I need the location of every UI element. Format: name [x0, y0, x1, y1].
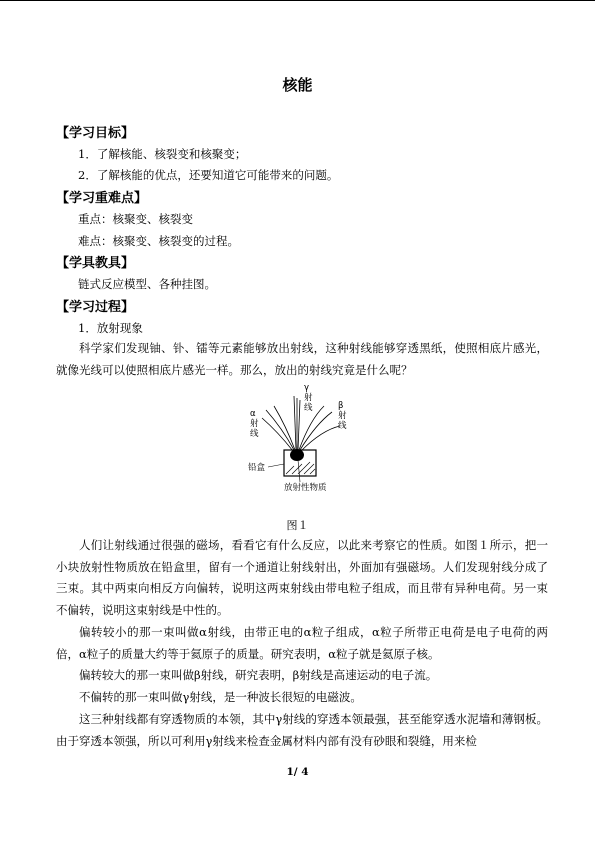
label-alpha: α 射线 [250, 409, 259, 439]
page-number: 1/ 4 [286, 766, 309, 778]
label-gamma: γ 射线 [304, 384, 313, 413]
section-heading-key-points: 【学习重难点】 [56, 191, 148, 206]
figure-radiation-diagram [230, 384, 358, 500]
alpha-rays [262, 406, 295, 451]
paragraph-6: 这三种射线都有穿透物质的本领，其中γ射线的穿透本领最强，甚至能穿透水泥墙和薄钢板。由于穿透本领强，所以可利用γ射线来检查金属材料内部有没有砂眼和裂缝，用来检 [56, 712, 548, 748]
lead-box-leader [268, 464, 284, 467]
paragraph-3: 偏转较小的那一束叫做α射线，由带正电的α粒子组成，α粒子所带正电荷是电子电荷的两倍，α粒子的质量大约等于氦原子的质量。研究表明，α粒子就是氦原子核。 [56, 625, 548, 661]
label-source: 放射性物质 [284, 483, 327, 493]
goal-item-1: 1．了解核能、核裂变和核聚变； [78, 147, 247, 161]
radioactive-source [290, 449, 304, 461]
paragraph-2: 人们让射线通过很强的磁场，看看它有什么反应，以此来考察它的性质。如图１所示，把一小块放射性物质放在铅盒里，留有一个通道让射线射出，外面加有强磁场。人们发现射线分成了三束。其中两束向相反方向偏转，说明这两束射线由带电粒子组成，而且带有异种电荷。另一束不偏转，说明这束射线是中性的。 [56, 538, 548, 617]
goal-item-2: 2．了解核能的优点，还要知道它可能带来的问题。 [78, 168, 339, 182]
paragraph-1: 科学家们发现铀、钋、镭等元素能够放出射线，这种射线能够穿透黑纸，使照相底片感光，就像光线可以使照相底片感光一样。那么，放出的射线究竟是什么呢？ [56, 341, 548, 377]
paragraph-5: 不偏转的那一束叫做γ射线，是一种波长很短的电磁波。 [79, 690, 362, 704]
label-lead-box: 铅盒 [248, 463, 266, 473]
section-heading-goals: 【学习目标】 [56, 126, 135, 141]
section-heading-tools: 【学具教具】 [56, 256, 135, 271]
key-point-item-2: 难点：核聚变、核裂变的过程。 [78, 234, 239, 248]
paragraph-4: 偏转较大的那一束叫做β射线，研究表明，β射线是高速运动的电子流。 [79, 668, 438, 682]
key-point-item-1: 重点：核聚变、核裂变 [78, 212, 193, 226]
page-title: 核能 [282, 76, 313, 94]
process-subheading: 1．放射现象 [78, 321, 143, 335]
header-rule [0, 0, 595, 1]
gamma-rays [294, 396, 300, 450]
section-heading-process: 【学习过程】 [56, 300, 135, 315]
figure-caption: 图１ [286, 519, 309, 532]
tools-item-1: 链式反应模型、各种挂图。 [78, 277, 216, 291]
label-beta: β 射线 [338, 401, 347, 431]
